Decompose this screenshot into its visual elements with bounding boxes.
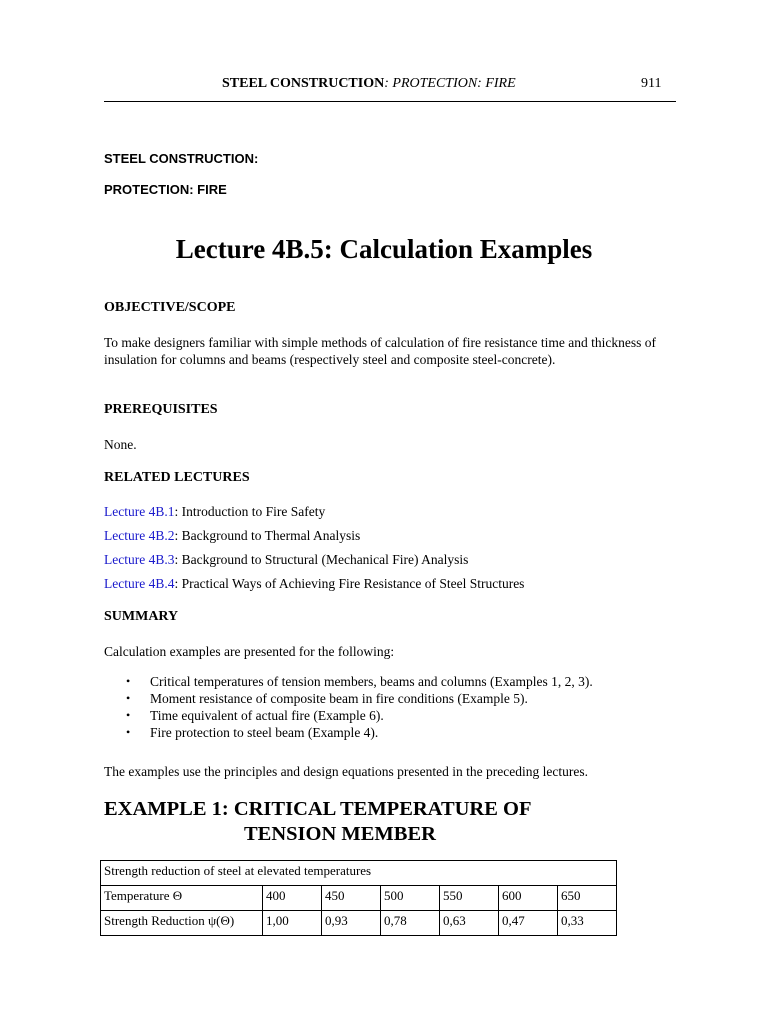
example-1-heading [104,797,532,847]
related-lecture-item: Lecture 4B.1: Introduction to Fire Safety [104,504,326,519]
example-1-heading-line1: EXAMPLE 1: CRITICAL TEMPERATURE OF [104,798,532,820]
page-number: 911 [641,76,662,91]
related-lectures-heading: RELATED LECTURES [104,470,250,485]
example-1-heading-line2: TENSION MEMBER [244,823,436,845]
course-heading: STEEL CONSTRUCTION: [104,151,259,166]
temperature-cell: 450 [322,886,381,911]
summary-bullet-list [104,673,593,741]
strength-reduction-table [100,860,617,936]
running-header-title [222,76,516,92]
summary-closing: The examples use the principles and design equations presented in the preceding lectures. [104,764,588,779]
table-row [101,911,617,936]
lecture-link-4b3[interactable]: Lecture 4B.3 [104,552,175,567]
related-lecture-item: Lecture 4B.3: Background to Structural (Mechanical Fire) Analysis [104,552,469,567]
related-lecture-item: Lecture 4B.4: Practical Ways of Achieving Fire Resistance of Steel Structures [104,576,525,591]
header-title-bold: STEEL CONSTRUCTION [222,76,385,91]
prerequisites-text: None. [104,437,137,452]
list-item: • Moment resistance of composite beam in fire conditions (Example 5). [104,690,593,707]
table-row [101,861,617,886]
summary-heading: SUMMARY [104,609,179,624]
header-title-sep: : [384,76,389,91]
list-item: • Critical temperatures of tension members, beams and columns (Examples 1, 2, 3). [104,673,593,690]
temperature-cell: 500 [381,886,440,911]
table-caption: Strength reduction of steel at elevated temperatures [101,861,617,886]
strength-reduction-label: Strength Reduction ψ(Θ) [101,911,263,936]
header-title-italic: PROTECTION: FIRE [388,76,516,91]
lecture-title: Lecture 4B.5: Calculation Examples [175,234,593,264]
lecture-link-4b1[interactable]: Lecture 4B.1 [104,504,175,519]
temperature-cell: 400 [263,886,322,911]
table-row [101,886,617,911]
summary-intro: Calculation examples are presented for the following: [104,644,395,659]
objective-heading: OBJECTIVE/SCOPE [104,300,236,315]
objective-text: To make designers familiar with simple methods of calculation of fire resistance time and thickness of insulation for columns and beams (respectively steel and composite steel-concrete). [104,335,657,367]
lecture-link-4b4[interactable]: Lecture 4B.4 [104,576,175,591]
related-lecture-item: Lecture 4B.2: Background to Thermal Analysis [104,528,361,543]
temperature-cell: 650 [558,886,617,911]
temperature-cell: 600 [499,886,558,911]
reduction-cell: 0,47 [499,911,558,936]
temperature-cell: 550 [440,886,499,911]
topic-heading: PROTECTION: FIRE [104,182,227,197]
prerequisites-heading: PREREQUISITES [104,402,218,417]
header-divider [104,101,676,102]
list-item: • Time equivalent of actual fire (Example 6). [104,707,593,724]
reduction-cell: 0,78 [381,911,440,936]
list-item: • Fire protection to steel beam (Example 4). [104,724,593,741]
reduction-cell: 0,93 [322,911,381,936]
reduction-cell: 0,33 [558,911,617,936]
reduction-cell: 0,63 [440,911,499,936]
lecture-link-4b2[interactable]: Lecture 4B.2 [104,528,175,543]
temperature-label: Temperature Θ [101,886,263,911]
reduction-cell: 1,00 [263,911,322,936]
